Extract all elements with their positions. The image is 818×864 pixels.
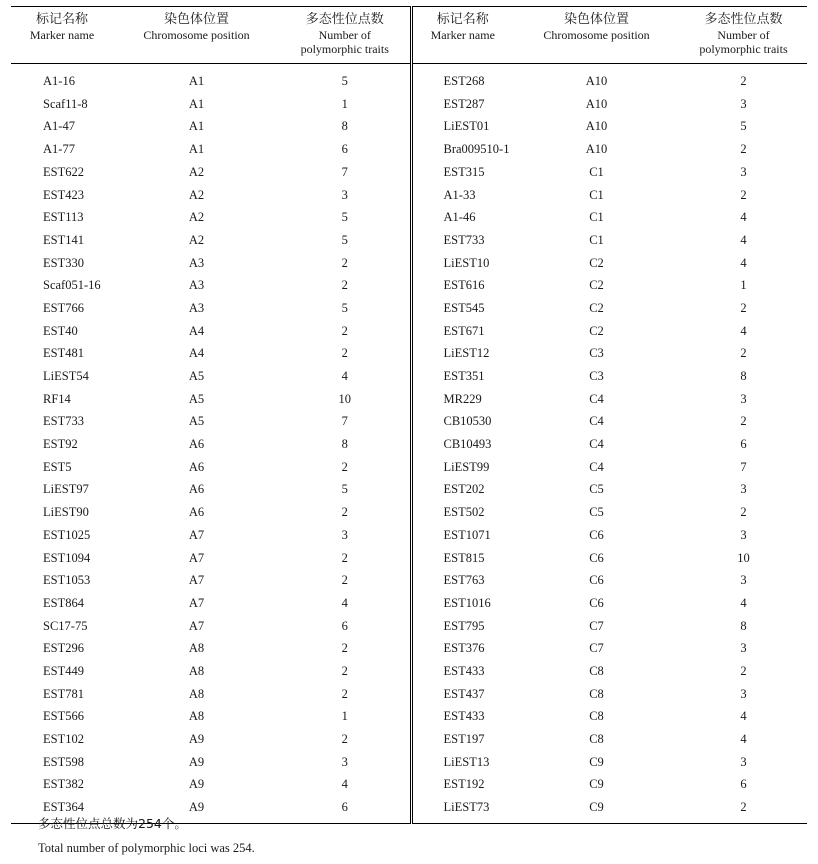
chromosome-position-cell-right: C3 <box>589 369 604 384</box>
marker-name-cell: Scaf11-8 <box>43 96 88 111</box>
marker-name-cell-right: LiEST12 <box>411 342 513 365</box>
table-row <box>11 637 807 660</box>
chromosome-position-cell: A5 <box>188 369 205 384</box>
marker-name-cell-right: LiEST73 <box>411 796 513 823</box>
marker-name-cell: EST141 <box>43 232 84 247</box>
chromosome-position-cell-right: C2 <box>589 278 604 293</box>
marker-name-cell: EST598 <box>43 754 84 769</box>
marker-name-cell-right: LiEST01 <box>411 115 513 138</box>
chromosome-position-cell: A7 <box>188 573 205 588</box>
marker-name-cell: EST113 <box>43 210 84 225</box>
marker-name-cell: EST102 <box>43 732 84 747</box>
chromosome-position-cell-right: C4 <box>589 437 604 452</box>
table-row <box>11 456 807 479</box>
marker-name-cell: EST449 <box>43 663 84 678</box>
chromosome-position-cell-right: C1 <box>589 210 604 225</box>
polymorphic-count-cell: 5 <box>341 482 348 497</box>
table-row <box>11 183 807 206</box>
polymorphic-count-cell-right: 3 <box>740 573 747 588</box>
marker-name-cell: EST766 <box>43 300 84 315</box>
polymorphic-count-cell: 2 <box>341 686 348 701</box>
chromosome-position-cell: A2 <box>188 187 205 202</box>
marker-name-cell-right: Bra009510-1 <box>411 138 513 161</box>
header-marker-name-en: Marker name <box>29 28 95 42</box>
polymorphic-count-cell-right: 2 <box>740 663 747 678</box>
table-row <box>11 615 807 638</box>
polymorphic-count-cell-right: 7 <box>740 459 747 474</box>
polymorphic-count-cell: 6 <box>341 618 348 633</box>
polymorphic-count-cell: 2 <box>341 346 348 361</box>
polymorphic-count-cell: 5 <box>341 232 348 247</box>
chromosome-position-cell: A1 <box>188 119 205 134</box>
chromosome-position-cell-right: A10 <box>585 74 608 89</box>
table-row <box>11 592 807 615</box>
table-row <box>11 683 807 706</box>
marker-name-cell: A1-47 <box>43 119 75 134</box>
polymorphic-count-cell: 4 <box>341 777 348 792</box>
table-row <box>11 569 807 592</box>
polymorphic-count-cell: 3 <box>341 754 348 769</box>
marker-name-cell: EST382 <box>43 777 84 792</box>
chromosome-position-cell: A9 <box>188 732 205 747</box>
marker-name-cell-right: A1-33 <box>411 183 513 206</box>
chromosome-position-cell: A9 <box>113 796 280 823</box>
marker-name-cell: EST40 <box>43 323 78 338</box>
chromosome-position-cell: A8 <box>188 709 205 724</box>
marker-name-cell: EST1094 <box>43 550 91 565</box>
chromosome-position-cell-right: C1 <box>589 232 604 247</box>
polymorphic-count-cell: 2 <box>341 550 348 565</box>
marker-name-cell: EST622 <box>43 164 84 179</box>
chromosome-position-cell: A7 <box>188 595 205 610</box>
polymorphic-count-cell-right: 2 <box>680 796 807 823</box>
chromosome-position-cell-right: C4 <box>589 391 604 406</box>
polymorphic-count-cell: 2 <box>341 459 348 474</box>
chromosome-position-cell-right: A10 <box>585 96 608 111</box>
chromosome-position-cell-right: C9 <box>589 777 604 792</box>
header-polymorphic-traits-en-2-right: polymorphic traits <box>699 42 788 56</box>
polymorphic-count-cell: 2 <box>341 732 348 747</box>
polymorphic-count-cell-right: 3 <box>740 754 747 769</box>
marker-name-cell-right: LiEST13 <box>411 751 513 774</box>
chromosome-position-cell: A1 <box>188 142 205 157</box>
marker-name-cell-right: EST733 <box>411 229 513 252</box>
chromosome-position-cell-right: C2 <box>589 255 604 270</box>
polymorphic-count-cell-right: 3 <box>740 686 747 701</box>
chromosome-position-cell: A6 <box>188 505 205 520</box>
marker-name-cell: EST330 <box>43 255 84 270</box>
polymorphic-count-cell: 2 <box>341 323 348 338</box>
footnote-zh: 多态性位点总数为254个。 <box>38 816 187 831</box>
header-polymorphic-traits <box>280 7 411 64</box>
marker-table <box>11 6 807 824</box>
marker-name-cell: LiEST90 <box>43 505 89 520</box>
polymorphic-count-cell-right: 2 <box>740 414 747 429</box>
marker-name-cell-right: EST671 <box>411 320 513 343</box>
chromosome-position-cell-right: A10 <box>585 142 608 157</box>
marker-name-cell-right: MR229 <box>411 388 513 411</box>
chromosome-position-cell-right: C1 <box>589 187 604 202</box>
marker-name-cell: LiEST54 <box>43 369 89 384</box>
polymorphic-count-cell: 2 <box>341 505 348 520</box>
chromosome-position-cell: A8 <box>188 641 205 656</box>
marker-name-cell-right: EST202 <box>411 478 513 501</box>
marker-name-cell: EST733 <box>43 414 84 429</box>
table-row <box>11 252 807 275</box>
polymorphic-count-cell: 5 <box>341 74 348 89</box>
polymorphic-count-cell-right: 2 <box>740 74 747 89</box>
marker-name-cell: EST1025 <box>43 527 91 542</box>
marker-name-cell-right: EST616 <box>411 274 513 297</box>
marker-name-cell: EST1053 <box>43 573 91 588</box>
header-marker-name-zh-right: 标记名称 <box>436 12 489 27</box>
polymorphic-count-cell: 2 <box>341 663 348 678</box>
chromosome-position-cell-right: C8 <box>589 686 604 701</box>
marker-name-cell-right: EST376 <box>411 637 513 660</box>
marker-name-cell-right: EST192 <box>411 773 513 796</box>
header-polymorphic-traits-en-2: polymorphic traits <box>300 42 389 56</box>
table-row <box>11 274 807 297</box>
polymorphic-count-cell-right: 2 <box>740 505 747 520</box>
chromosome-position-cell: A2 <box>188 164 205 179</box>
footnote-en: Total number of polymorphic loci was 254. <box>38 841 255 855</box>
marker-name-cell: EST92 <box>43 437 78 452</box>
chromosome-position-cell-right: C3 <box>589 346 604 361</box>
chromosome-position-cell-right: C4 <box>589 414 604 429</box>
marker-name-cell: EST296 <box>43 641 84 656</box>
marker-name-cell-right: EST815 <box>411 546 513 569</box>
table-row <box>11 161 807 184</box>
marker-name-cell: SC17-75 <box>43 618 88 633</box>
table-row <box>11 320 807 343</box>
chromosome-position-cell: A2 <box>188 232 205 247</box>
chromosome-position-cell-right: C6 <box>589 595 604 610</box>
chromosome-position-cell-right: C9 <box>589 754 604 769</box>
marker-name-cell-right: EST795 <box>411 615 513 638</box>
table-row <box>11 478 807 501</box>
polymorphic-count-cell-right: 3 <box>740 641 747 656</box>
marker-name-cell-right: EST1071 <box>411 524 513 547</box>
polymorphic-count-cell: 10 <box>338 391 351 406</box>
header-chromosome-position-right <box>513 7 680 64</box>
table-row <box>11 773 807 796</box>
polymorphic-count-cell-right: 8 <box>740 618 747 633</box>
chromosome-position-cell: A6 <box>188 482 205 497</box>
polymorphic-count-cell-right: 6 <box>740 437 747 452</box>
marker-name-cell-right: LiEST10 <box>411 252 513 275</box>
table-row <box>11 115 807 138</box>
polymorphic-count-cell-right: 4 <box>740 595 747 610</box>
polymorphic-count-cell-right: 3 <box>740 391 747 406</box>
chromosome-position-cell-right: C6 <box>589 573 604 588</box>
chromosome-position-cell: A4 <box>188 346 205 361</box>
chromosome-position-cell: A7 <box>188 618 205 633</box>
marker-name-cell-right: EST433 <box>411 660 513 683</box>
chromosome-position-cell: A9 <box>188 754 205 769</box>
chromosome-position-cell: A3 <box>188 300 205 315</box>
chromosome-position-cell: A1 <box>188 74 205 89</box>
chromosome-position-cell: A5 <box>188 391 205 406</box>
header-marker-name <box>11 7 113 64</box>
marker-name-cell-right: CB10530 <box>411 410 513 433</box>
polymorphic-count-cell-right: 3 <box>740 482 747 497</box>
marker-name-cell: EST481 <box>43 346 84 361</box>
marker-name-cell: EST864 <box>43 595 84 610</box>
chromosome-position-cell: A6 <box>188 459 205 474</box>
table-body <box>11 64 807 824</box>
polymorphic-count-cell-right: 2 <box>740 187 747 202</box>
table-row <box>11 751 807 774</box>
polymorphic-count-cell-right: 4 <box>740 323 747 338</box>
table-row <box>11 705 807 728</box>
table-row <box>11 229 807 252</box>
polymorphic-count-cell: 3 <box>341 187 348 202</box>
table-row <box>11 410 807 433</box>
chromosome-position-cell: A4 <box>188 323 205 338</box>
polymorphic-count-cell: 5 <box>341 300 348 315</box>
marker-name-cell: EST364 <box>11 796 113 823</box>
chromosome-position-cell: A3 <box>188 255 205 270</box>
polymorphic-count-cell: 4 <box>341 369 348 384</box>
polymorphic-count-cell: 2 <box>341 255 348 270</box>
polymorphic-count-cell-right: 1 <box>740 278 747 293</box>
table-row <box>11 93 807 116</box>
chromosome-position-cell-right: C5 <box>589 505 604 520</box>
table-row <box>11 501 807 524</box>
polymorphic-count-cell-right: 3 <box>740 96 747 111</box>
header-marker-name-zh: 标记名称 <box>35 12 88 27</box>
marker-name-cell-right: EST437 <box>411 683 513 706</box>
chromosome-position-cell: A3 <box>188 278 205 293</box>
polymorphic-count-cell: 1 <box>341 96 348 111</box>
table-row <box>11 660 807 683</box>
chromosome-position-cell: A6 <box>188 437 205 452</box>
marker-name-cell-right: A1-46 <box>411 206 513 229</box>
polymorphic-count-cell-right: 4 <box>740 732 747 747</box>
header-chromosome-position-en-right: Chromosome position <box>543 28 650 42</box>
marker-name-cell-right: EST502 <box>411 501 513 524</box>
chromosome-position-cell: A8 <box>188 663 205 678</box>
chromosome-position-cell: A5 <box>188 414 205 429</box>
polymorphic-count-cell-right: 10 <box>737 550 750 565</box>
chromosome-position-cell: A1 <box>188 96 205 111</box>
polymorphic-count-cell-right: 4 <box>740 255 747 270</box>
polymorphic-count-cell-right: 2 <box>740 142 747 157</box>
polymorphic-count-cell: 7 <box>341 414 348 429</box>
marker-name-cell: A1-16 <box>43 74 75 89</box>
chromosome-position-cell-right: C4 <box>589 459 604 474</box>
table-header <box>11 7 807 64</box>
chromosome-position-cell-right: C1 <box>589 164 604 179</box>
chromosome-position-cell-right: C5 <box>589 482 604 497</box>
polymorphic-count-cell: 4 <box>341 595 348 610</box>
header-chromosome-position <box>113 7 280 64</box>
polymorphic-count-cell: 1 <box>341 709 348 724</box>
marker-name-cell-right: EST197 <box>411 728 513 751</box>
polymorphic-count-cell-right: 4 <box>740 210 747 225</box>
table-row <box>11 433 807 456</box>
marker-name-cell: RF14 <box>43 391 71 406</box>
polymorphic-count-cell: 6 <box>341 142 348 157</box>
header-polymorphic-traits-en-1-right: Number of <box>717 28 770 42</box>
polymorphic-count-cell-right: 3 <box>740 527 747 542</box>
marker-name-cell-right: EST763 <box>411 569 513 592</box>
table-row <box>11 388 807 411</box>
chromosome-position-cell-right: C8 <box>589 709 604 724</box>
table-row <box>11 297 807 320</box>
polymorphic-count-cell: 6 <box>280 796 411 823</box>
table-row <box>11 206 807 229</box>
chromosome-position-cell-right: C2 <box>589 300 604 315</box>
header-chromosome-position-zh-right: 染色体位置 <box>563 12 629 27</box>
polymorphic-count-cell-right: 4 <box>740 232 747 247</box>
chromosome-position-cell: A8 <box>188 686 205 701</box>
marker-name-cell: A1-77 <box>43 142 75 157</box>
table-row <box>11 728 807 751</box>
marker-name-cell-right: EST545 <box>411 297 513 320</box>
marker-name-cell-right: CB10493 <box>411 433 513 456</box>
table-row <box>11 546 807 569</box>
polymorphic-count-cell-right: 3 <box>740 164 747 179</box>
marker-name-cell-right: EST1016 <box>411 592 513 615</box>
polymorphic-count-cell: 3 <box>341 527 348 542</box>
table-row <box>11 138 807 161</box>
polymorphic-count-cell: 7 <box>341 164 348 179</box>
polymorphic-count-cell-right: 4 <box>740 709 747 724</box>
header-marker-name-right <box>411 7 513 64</box>
chromosome-position-cell-right: C8 <box>589 732 604 747</box>
polymorphic-count-cell: 2 <box>341 573 348 588</box>
chromosome-position-cell: A9 <box>188 777 205 792</box>
chromosome-position-cell-right: C7 <box>589 641 604 656</box>
chromosome-position-cell-right: C6 <box>589 527 604 542</box>
marker-name-cell-right: EST433 <box>411 705 513 728</box>
polymorphic-count-cell-right: 5 <box>740 119 747 134</box>
marker-name-cell-right: LiEST99 <box>411 456 513 479</box>
polymorphic-count-cell: 2 <box>341 278 348 293</box>
chromosome-position-cell: A7 <box>188 550 205 565</box>
polymorphic-count-cell: 2 <box>341 641 348 656</box>
polymorphic-count-cell: 8 <box>341 119 348 134</box>
polymorphic-count-cell-right: 8 <box>740 369 747 384</box>
marker-name-cell: EST5 <box>43 459 72 474</box>
chromosome-position-cell-right: A10 <box>585 119 608 134</box>
chromosome-position-cell-right: C8 <box>589 663 604 678</box>
chromosome-position-cell: A2 <box>188 210 205 225</box>
header-chromosome-position-zh: 染色体位置 <box>163 12 229 27</box>
marker-name-cell-right: EST268 <box>411 64 513 93</box>
marker-name-cell: EST781 <box>43 686 84 701</box>
chromosome-position-cell-right: C9 <box>513 796 680 823</box>
chromosome-position-cell: A7 <box>188 527 205 542</box>
polymorphic-count-cell-right: 6 <box>740 777 747 792</box>
polymorphic-count-cell: 8 <box>341 437 348 452</box>
marker-name-cell: Scaf051-16 <box>43 278 101 293</box>
header-polymorphic-traits-zh-right: 多态性位点数 <box>704 12 783 27</box>
table-row <box>11 524 807 547</box>
table-row <box>11 64 807 93</box>
table-row <box>11 365 807 388</box>
header-polymorphic-traits-en-1: Number of <box>318 28 371 42</box>
polymorphic-count-cell-right: 2 <box>740 346 747 361</box>
header-polymorphic-traits-right <box>680 7 807 64</box>
marker-name-cell: EST423 <box>43 187 84 202</box>
polymorphic-count-cell-right: 2 <box>740 300 747 315</box>
chromosome-position-cell-right: C7 <box>589 618 604 633</box>
header-polymorphic-traits-zh: 多态性位点数 <box>305 12 384 27</box>
marker-name-cell-right: EST315 <box>411 161 513 184</box>
header-chromosome-position-en: Chromosome position <box>143 28 250 42</box>
chromosome-position-cell-right: C6 <box>589 550 604 565</box>
polymorphic-count-cell: 5 <box>341 210 348 225</box>
marker-name-cell-right: EST287 <box>411 93 513 116</box>
marker-name-cell-right: EST351 <box>411 365 513 388</box>
marker-name-cell: LiEST97 <box>43 482 89 497</box>
header-marker-name-en-right: Marker name <box>430 28 495 42</box>
chromosome-position-cell-right: C2 <box>589 323 604 338</box>
marker-name-cell: EST566 <box>43 709 84 724</box>
table-row <box>11 342 807 365</box>
